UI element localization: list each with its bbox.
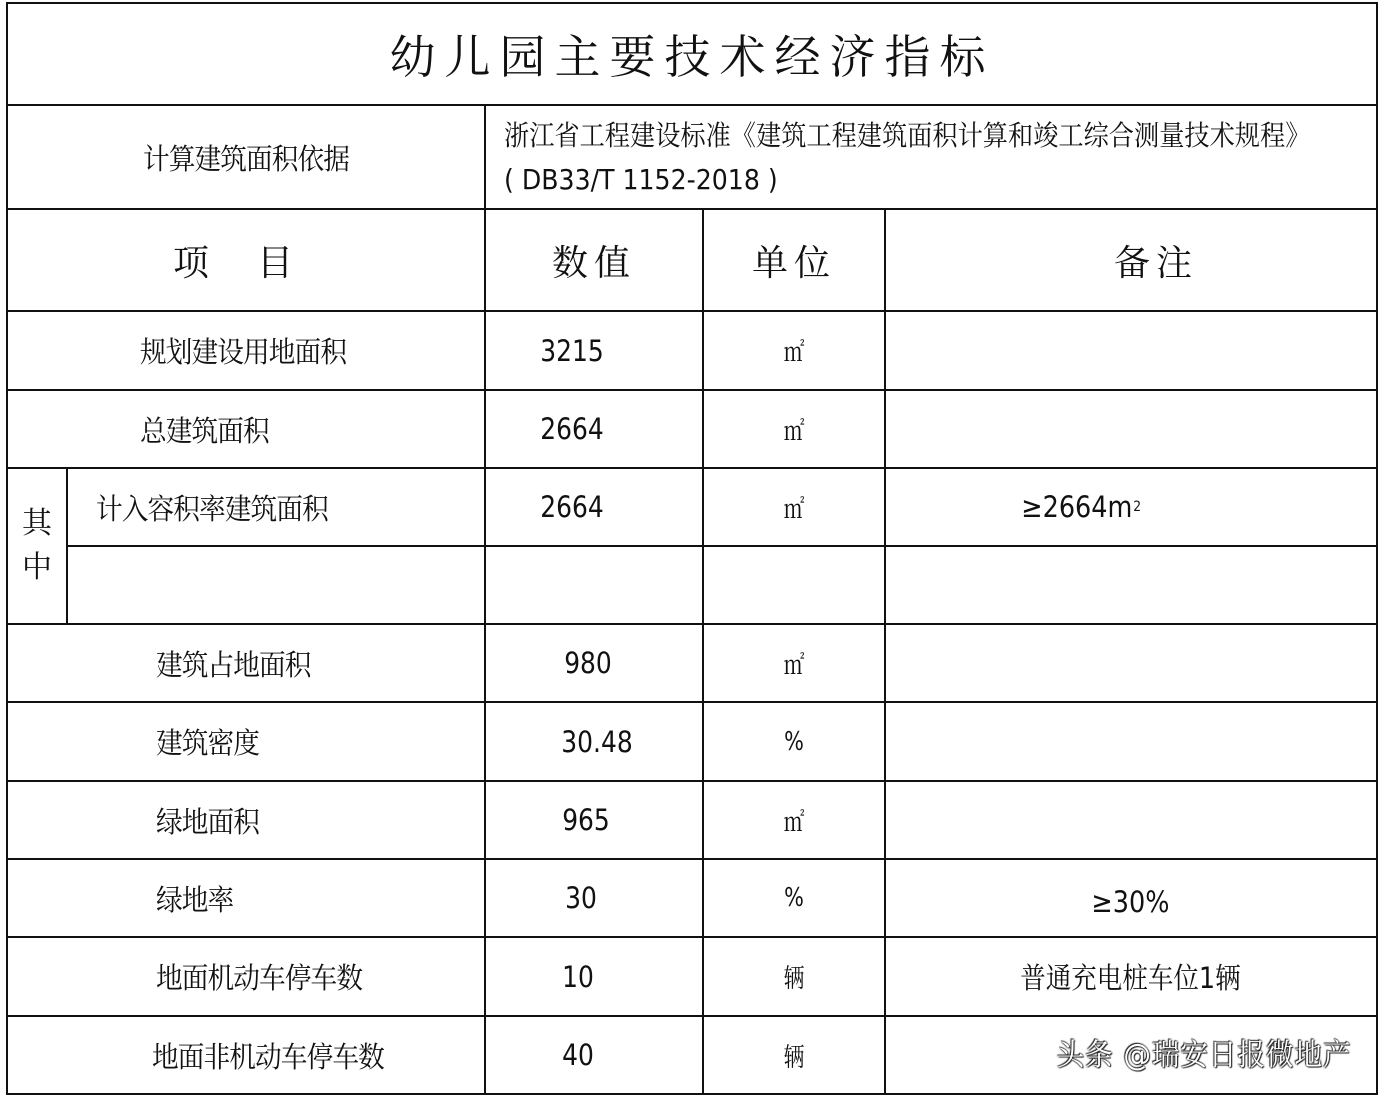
row-note: [915, 391, 1346, 467]
row-unit: ㎡: [783, 338, 805, 368]
row-value: 2664: [540, 490, 604, 524]
row-unit: %: [784, 726, 804, 757]
row-value: 30.48: [561, 724, 633, 759]
row-unit: ㎡: [783, 416, 805, 447]
row-note: ≥30%: [1091, 885, 1170, 919]
row-value: 30: [565, 881, 597, 915]
header-value: 数值: [551, 242, 636, 284]
table-title: 幼儿园主要技术经济指标: [389, 30, 995, 84]
row-note: [915, 312, 1346, 389]
row-label: 地面机动车停车数: [156, 961, 363, 995]
row-label: 绿地面积: [156, 804, 260, 839]
row-note: [915, 703, 1346, 780]
group-label-char: 其: [22, 506, 52, 541]
rule: [66, 467, 68, 625]
group-label-qizhong: [8, 469, 66, 623]
rule: [1376, 2, 1378, 1095]
basis-text: [504, 110, 1364, 206]
row-label: 总建筑面积: [140, 413, 269, 448]
row-value: 965: [562, 803, 610, 837]
row-unit: %: [784, 883, 804, 913]
row-note-superscript: 2: [1133, 499, 1142, 515]
basis-standard-name: 浙江省工程建设标准《建筑工程建筑面积计算和竣工综合测量技术规程》: [504, 119, 1311, 152]
row-value: 10: [562, 959, 594, 994]
row-label: 绿地率: [156, 882, 234, 917]
rule: [6, 1093, 1378, 1095]
row-label: 规划建设用地面积: [140, 335, 347, 369]
row-note: 普通充电桩车位1辆: [1020, 961, 1241, 995]
rule: [884, 208, 886, 1095]
row-unit: ㎡: [783, 807, 805, 838]
row-value: 40: [562, 1038, 594, 1072]
row-value: 980: [564, 646, 612, 680]
watermark: 头条 @瑞安日报微地产: [1057, 1038, 1352, 1073]
basis-standard-code: ( DB33/T 1152-2018 ): [504, 163, 778, 196]
header-note: 备注: [1113, 242, 1198, 284]
row-unit: 辆: [783, 964, 805, 994]
row-label: 建筑占地面积: [156, 647, 311, 682]
row-note: [915, 625, 1346, 701]
row-note-text: ≥2664m: [1021, 490, 1133, 524]
row-unit: ㎡: [783, 650, 805, 681]
row-label: 地面非机动车停车数: [152, 1039, 384, 1074]
row-note: [915, 782, 1346, 858]
row-note: [917, 469, 1366, 545]
group-label-char: 中: [22, 550, 52, 585]
row-unit: ㎡: [783, 494, 805, 525]
row-unit: 辆: [783, 1042, 805, 1073]
row-label: 计入容积率建筑面积: [96, 491, 328, 526]
row-label: [96, 547, 449, 623]
header-item: 项 目: [172, 242, 299, 284]
basis-label: 计算建筑面积依据: [142, 141, 350, 176]
row-value: 2664: [540, 412, 604, 446]
row-value: 3215: [540, 333, 604, 368]
rule: [702, 208, 704, 1095]
header-unit: 单位: [751, 242, 836, 284]
row-label: 建筑密度: [156, 726, 260, 760]
